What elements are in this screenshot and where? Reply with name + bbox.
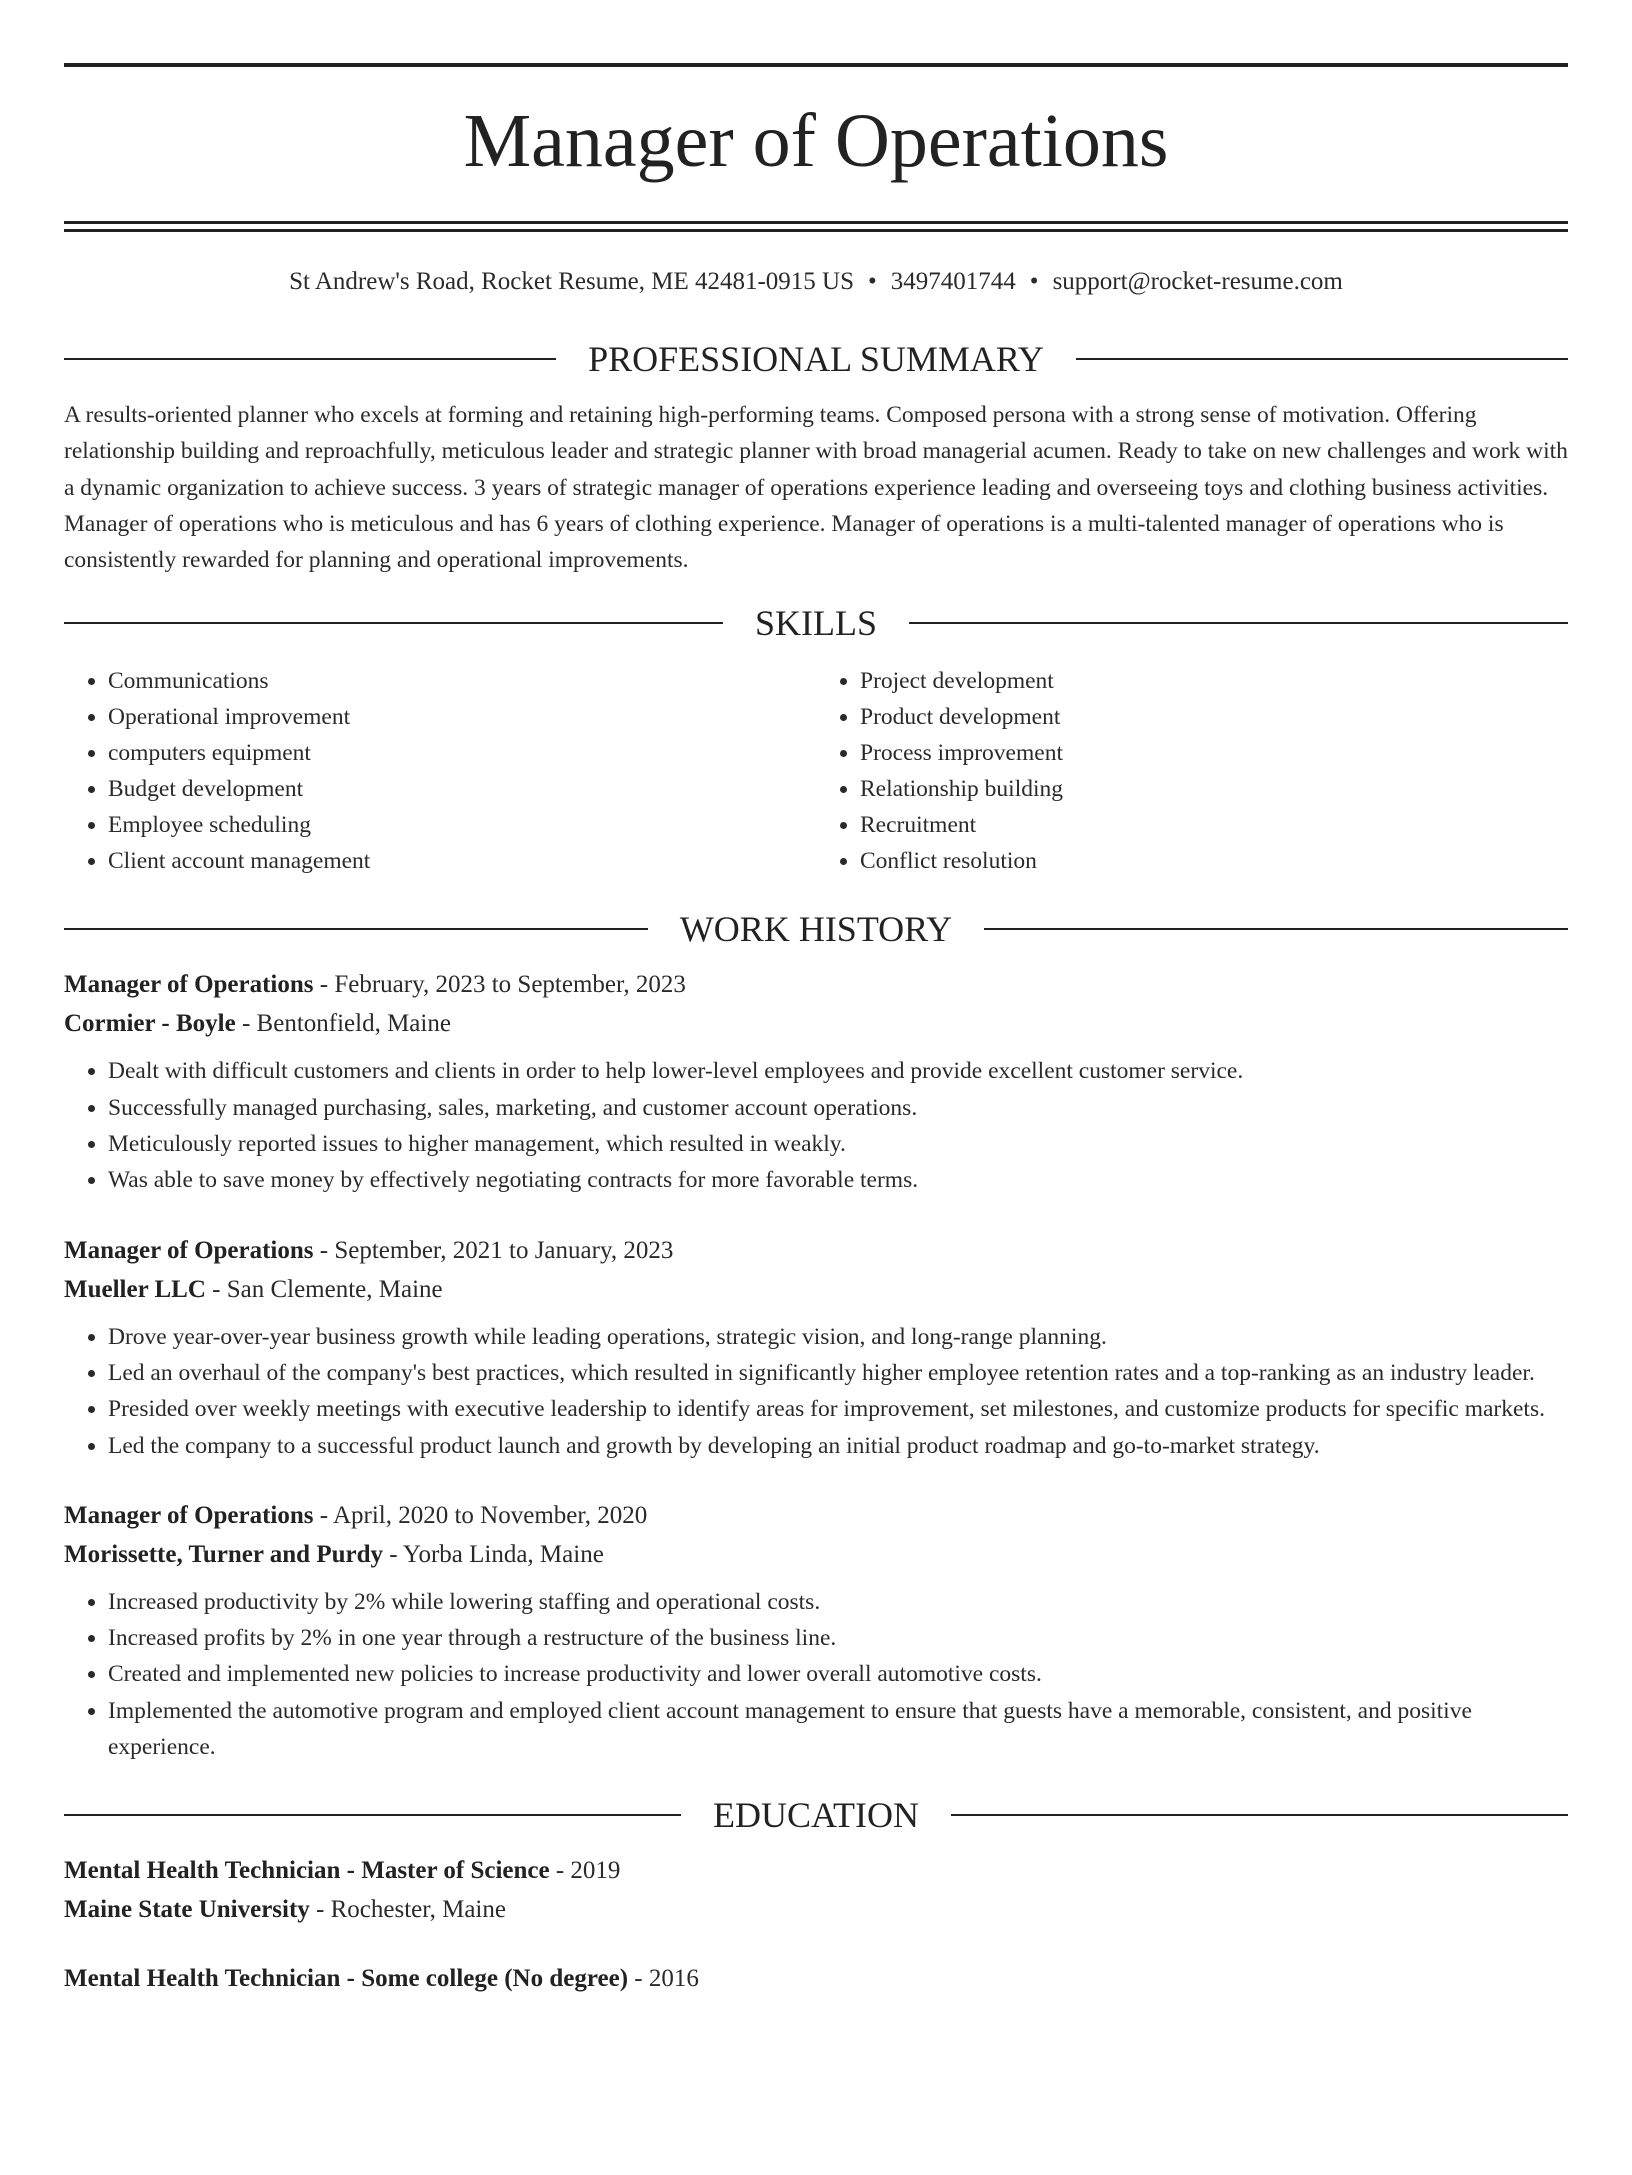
- skill-item: • Recruitment: [860, 807, 1568, 843]
- job-bullet: • Increased profits by 2% in one year through a restructure of the business line.: [108, 1620, 1568, 1656]
- work-heading: [64, 907, 1568, 951]
- skills-heading: [64, 601, 1568, 645]
- skill-item: • Project development: [860, 663, 1568, 699]
- job-bullet: • Dealt with difficult customers and clients in order to help lower-level employees and provide excellent customer service.: [108, 1053, 1568, 1089]
- job-title: Manager of Operations: [64, 1236, 314, 1264]
- skill-item: • computers equipment: [108, 735, 816, 771]
- candidate-name: Manager of Operations: [463, 99, 1169, 183]
- skills-heading-text: SKILLS: [755, 603, 878, 644]
- education-school-line: [64, 1890, 1568, 1929]
- work-heading-text: WORK HISTORY: [679, 909, 953, 950]
- job-entry: [64, 1231, 1568, 1464]
- skill-item: • Process improvement: [860, 735, 1568, 771]
- job-bullets: [64, 1053, 1568, 1198]
- job-location: - Yorba Linda, Maine: [383, 1540, 604, 1568]
- skills-column-left: [64, 663, 816, 879]
- job-entry: [64, 1496, 1568, 1765]
- skill-item: • Employee scheduling: [108, 807, 816, 843]
- job-bullet: • Meticulously reported issues to higher management, which resulted in weakly.: [108, 1126, 1568, 1162]
- job-bullets: [64, 1319, 1568, 1464]
- job-bullet: • Successfully managed purchasing, sales, marketing, and customer account operations.: [108, 1090, 1568, 1126]
- job-company-line: [64, 1270, 1568, 1309]
- education-degree-line: [64, 1851, 1568, 1890]
- skill-item: • Communications: [108, 663, 816, 699]
- summary-text: A results-oriented planner who excels at forming and retaining high-performing teams. Composed persona with a strong sense of motivation. Offering relationship building and reproachfully, meticulous leader and strategic planner with broad managerial acumen. Ready to take on new challenges and work with a dynamic organization to achieve success. 3 years of strategic manager of operations experience leading and overseeing toys and clothing business activities. Manager of operations who is meticulous and has 6 years of clothing experience. Manager of operations is a multi-talented manager of operations who is consistently rewarded for planning and operational improvements.: [64, 402, 1568, 574]
- job-title-line: [64, 965, 1568, 1004]
- top-rule: [64, 63, 1568, 67]
- job-entry: [64, 965, 1568, 1198]
- education-degree: Mental Health Technician - Some college (No degree): [64, 1965, 629, 1993]
- job-dates: - September, 2021 to January, 2023: [313, 1236, 674, 1264]
- contact-separator: •: [1029, 268, 1039, 295]
- job-company-line: [64, 1535, 1568, 1574]
- job-bullets: [64, 1584, 1568, 1765]
- job-location: - San Clemente, Maine: [205, 1275, 443, 1303]
- education-heading: [64, 1793, 1568, 1837]
- job-bullet: • Increased productivity by 2% while lowering staffing and operational costs.: [108, 1584, 1568, 1620]
- education-year: - 2019: [549, 1857, 621, 1885]
- skill-item: • Operational improvement: [108, 699, 816, 735]
- job-dates: - February, 2023 to September, 2023: [313, 971, 686, 999]
- skill-item: • Budget development: [108, 771, 816, 807]
- skills-list: [64, 663, 1568, 879]
- job-dates: - April, 2020 to November, 2020: [313, 1501, 648, 1529]
- job-bullet: • Created and implemented new policies to increase productivity and lower overall automotive costs.: [108, 1656, 1568, 1692]
- summary-heading: [64, 337, 1568, 381]
- contact-line: [64, 264, 1568, 300]
- job-bullet: • Drove year-over-year business growth while leading operations, strategic vision, and long-range planning.: [108, 1319, 1568, 1355]
- skills-column-right: [816, 663, 1568, 879]
- education-heading-text: EDUCATION: [713, 1795, 919, 1836]
- education-location: - Rochester, Maine: [309, 1896, 506, 1924]
- contact-separator: •: [868, 268, 877, 295]
- job-company: Mueller LLC: [64, 1275, 206, 1303]
- job-bullet: • Presided over weekly meetings with executive leadership to identify areas for improvement, set milestones, and customize products for specific markets.: [108, 1391, 1568, 1427]
- job-bullet: • Led an overhaul of the company's best practices, which resulted in significantly higher employee retention rates and a top-ranking as an industry leader.: [108, 1355, 1568, 1391]
- job-company: Cormier - Boyle: [64, 1010, 236, 1038]
- job-title: Manager of Operations: [64, 971, 314, 999]
- job-title-line: [64, 1496, 1568, 1535]
- skill-item: • Conflict resolution: [860, 843, 1568, 879]
- education-degree-line: [64, 1959, 1568, 1998]
- education-entry: [64, 1851, 1568, 1929]
- education-year: - 2016: [628, 1965, 699, 1993]
- skill-item: • Client account management: [108, 843, 816, 879]
- skill-item: • Relationship building: [860, 771, 1568, 807]
- contact-phone: 3497401744: [890, 268, 1016, 295]
- job-company-line: [64, 1004, 1568, 1043]
- resume-page: [0, 63, 1632, 2175]
- summary-heading-text: PROFESSIONAL SUMMARY: [588, 339, 1044, 379]
- education-entry: [64, 1959, 1568, 1998]
- job-title-line: [64, 1231, 1568, 1270]
- job-bullet: • Led the company to a successful product launch and growth by developing an initial product roadmap and go-to-market strategy.: [108, 1428, 1568, 1464]
- education-degree: Mental Health Technician - Master of Science: [64, 1857, 550, 1885]
- double-rule: [64, 221, 1568, 232]
- contact-address: St Andrew's Road, Rocket Resume, ME 42481-0915 US: [289, 268, 855, 295]
- job-title: Manager of Operations: [64, 1501, 314, 1529]
- job-bullet: • Implemented the automotive program and employed client account management to ensure that guests have a memorable, consistent, and positive experience.: [108, 1693, 1568, 1766]
- skill-item: • Product development: [860, 699, 1568, 735]
- contact-email: support@rocket-resume.com: [1052, 268, 1343, 295]
- job-bullet: • Was able to save money by effectively negotiating contracts for more favorable terms.: [108, 1162, 1568, 1198]
- education-school: Maine State University: [64, 1896, 310, 1924]
- job-location: - Bentonfield, Maine: [235, 1010, 451, 1038]
- job-company: Morissette, Turner and Purdy: [64, 1540, 383, 1568]
